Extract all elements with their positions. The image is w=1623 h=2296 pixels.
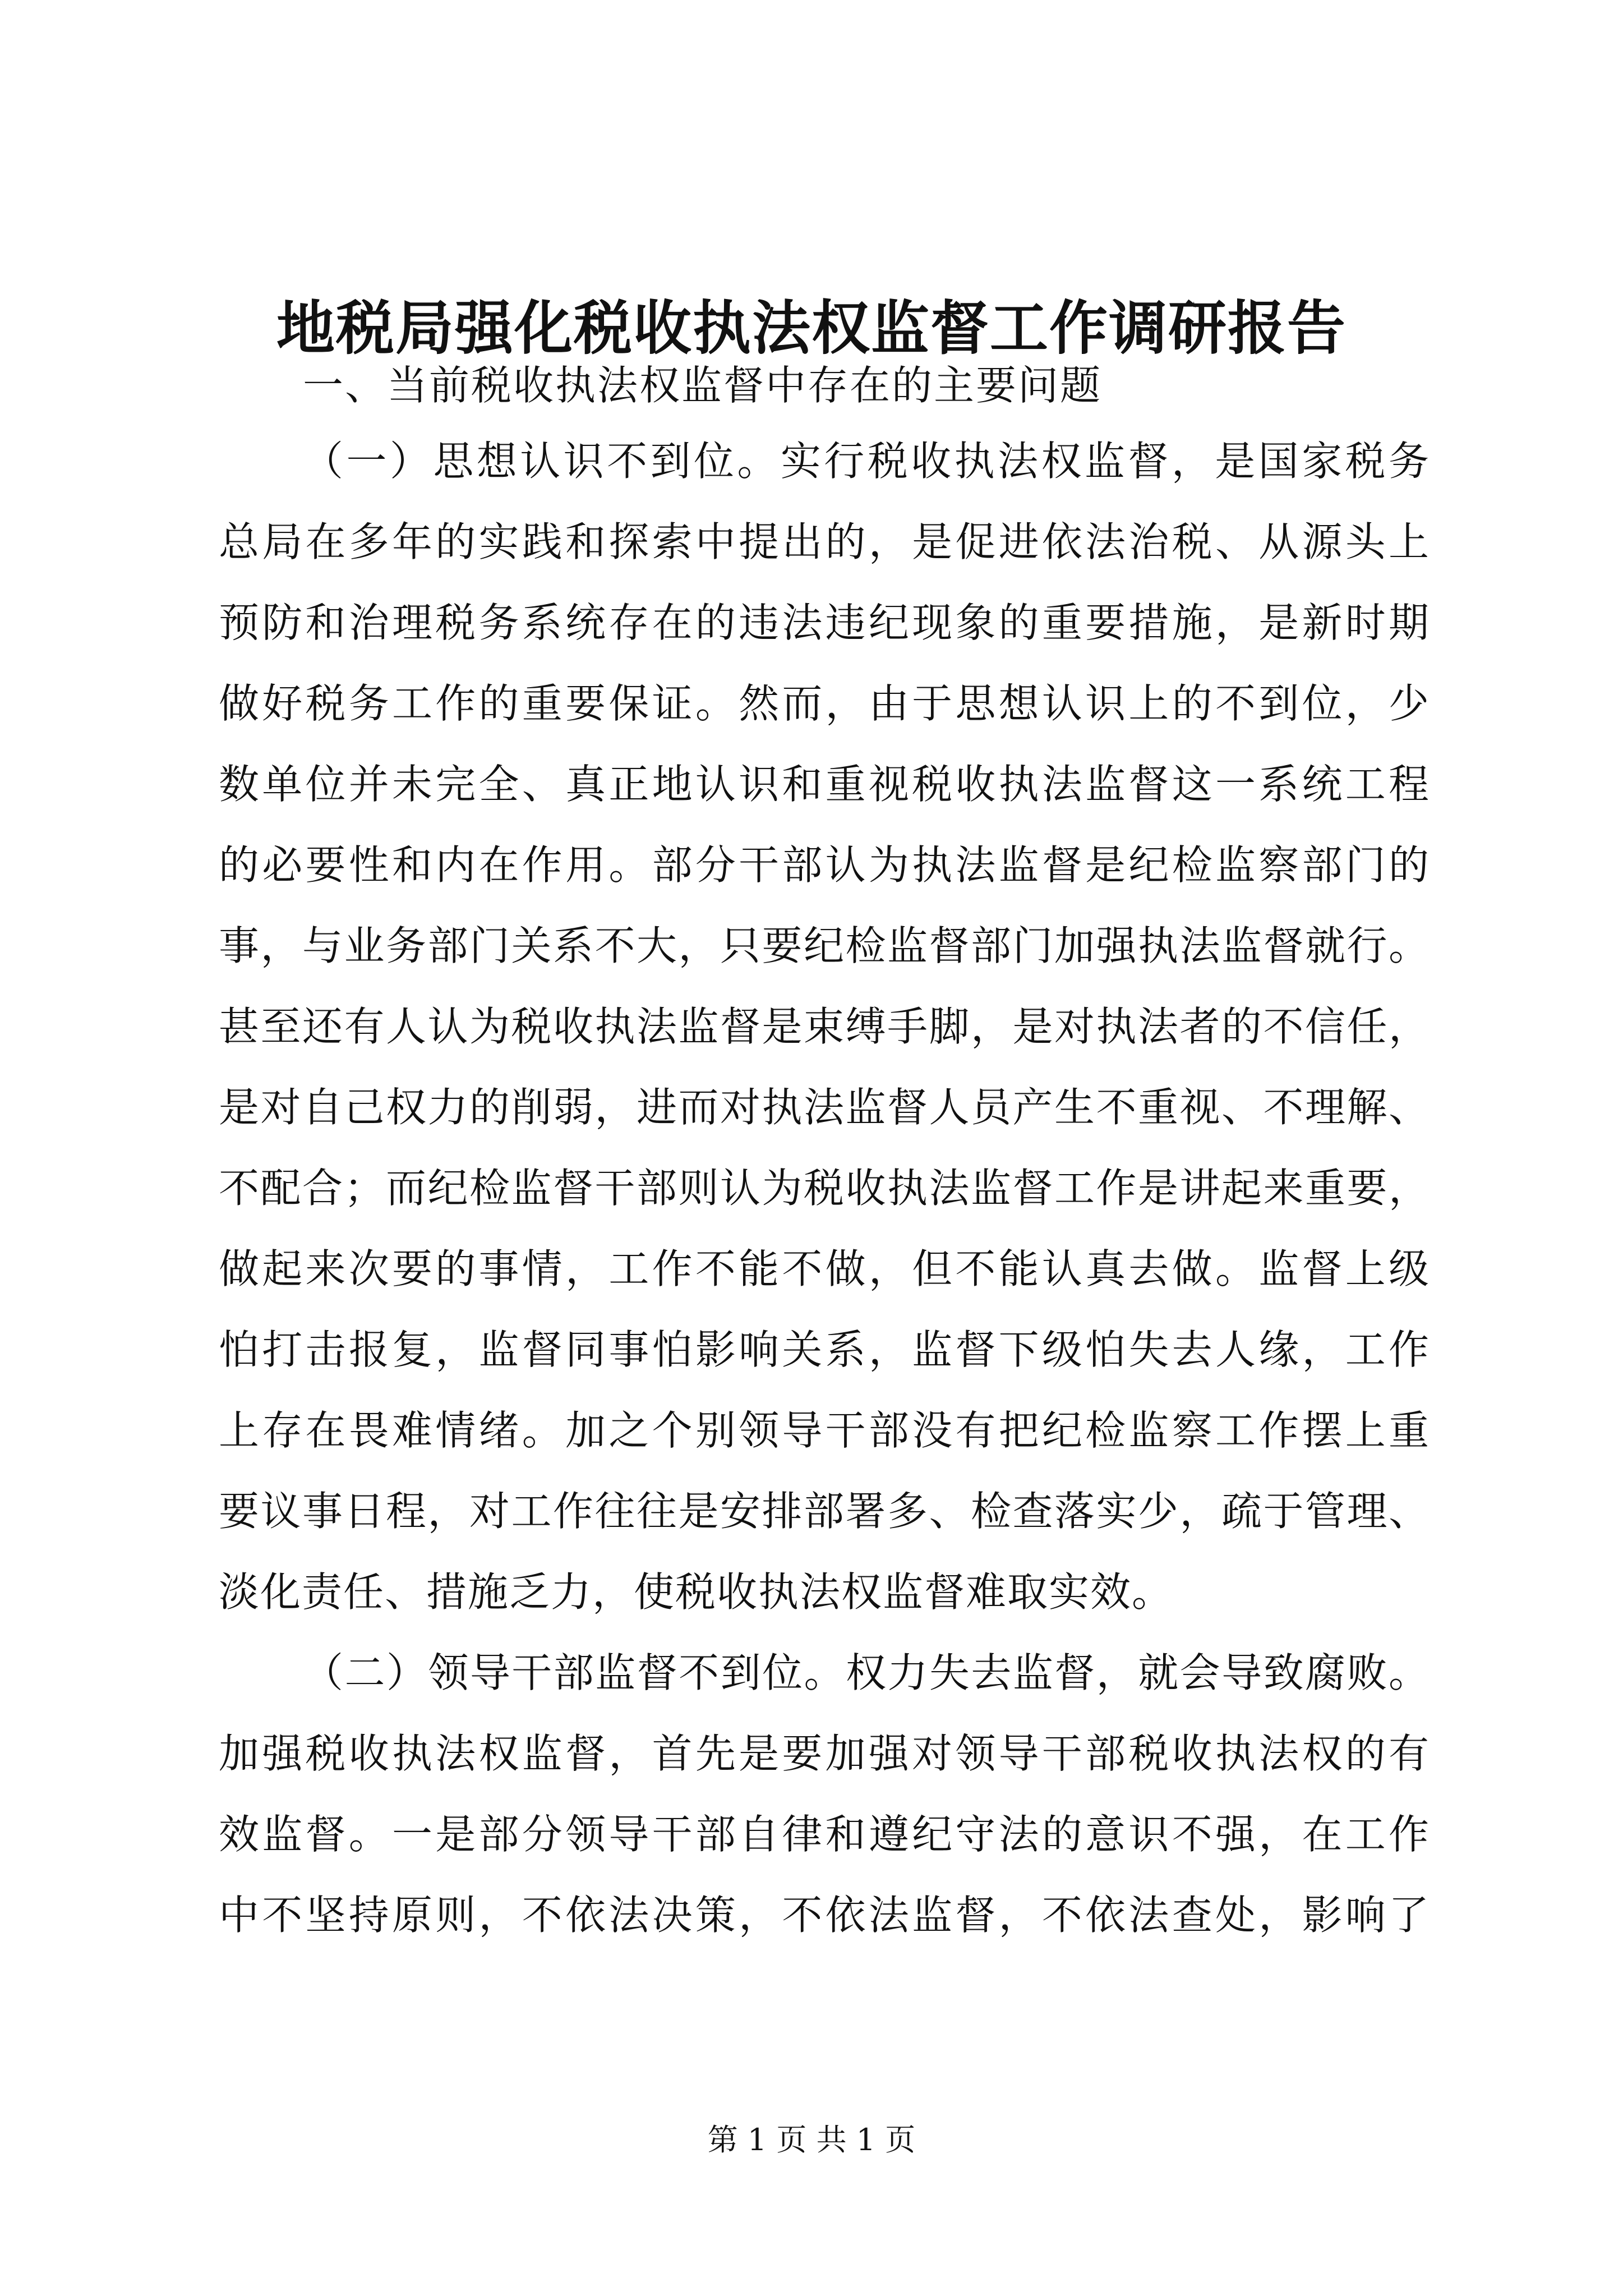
paragraph-line: 做起来次要的事情，工作不能不做，但不能认真去做。监督上级 — [219, 1245, 1430, 1292]
paragraph-line: （一）思想认识不到位。实行税收执法权监督，是国家税务 — [303, 438, 1430, 485]
paragraph-line: 总局在多年的实践和探索中提出的，是促进依法治税、从源头上 — [219, 518, 1430, 565]
paragraph-line: 不配合；而纪检监督干部则认为税收执法监督工作是讲起来重要， — [219, 1165, 1430, 1212]
paragraph-line: 淡化责任、措施乏力，使税收执法权监督难取实效。 — [219, 1568, 1174, 1616]
paragraph-line: 事，与业务部门关系不大，只要纪检监督部门加强执法监督就行。 — [219, 922, 1430, 969]
section-heading: 一、当前税收执法权监督中存在的主要问题 — [303, 362, 1103, 409]
paragraph-line: 中不坚持原则，不依法决策，不依法监督，不依法查处，影响了 — [219, 1892, 1430, 1939]
paragraph-1 — [219, 421, 1430, 1632]
document-title: 地税局强化税收执法权监督工作调研报告 — [276, 293, 1347, 362]
paragraph-line: 要议事日程，对工作往往是安排部署多、检查落实少，疏于管理、 — [219, 1488, 1430, 1535]
paragraph-line: 上存在畏难情绪。加之个别领导干部没有把纪检监察工作摆上重 — [219, 1407, 1430, 1454]
paragraph-line: 做好税务工作的重要保证。然而，由于思想认识上的不到位，少 — [219, 680, 1430, 727]
paragraph-2 — [219, 1632, 1430, 1955]
paragraph-line: 是对自己权力的削弱，进而对执法监督人员产生不重视、不理解、 — [219, 1084, 1430, 1131]
paragraph-line: 预防和治理税务系统存在的违法违纪现象的重要措施，是新时期 — [219, 599, 1430, 646]
paragraph-line: 的必要性和内在作用。部分干部认为执法监督是纪检监察部门的 — [219, 841, 1430, 889]
paragraph-line: 甚至还有人认为税收执法监督是束缚手脚，是对执法者的不信任， — [219, 1003, 1430, 1050]
paragraph-line: 数单位并未完全、真正地认识和重视税收执法监督这一系统工程 — [219, 761, 1430, 808]
paragraph-line: 加强税收执法权监督，首先是要加强对领导干部税收执法权的有 — [219, 1730, 1430, 1777]
paragraph-line: （二）领导干部监督不到位。权力失去监督，就会导致腐败。 — [303, 1649, 1430, 1696]
page-number-footer: 第 1 页 共 1 页 — [707, 2122, 916, 2157]
document-body — [219, 351, 1430, 1955]
paragraph-line: 怕打击报复，监督同事怕影响关系，监督下级怕失去人缘，工作 — [219, 1326, 1430, 1373]
paragraph-line: 效监督。一是部分领导干部自律和遵纪守法的意识不强，在工作 — [219, 1811, 1430, 1858]
